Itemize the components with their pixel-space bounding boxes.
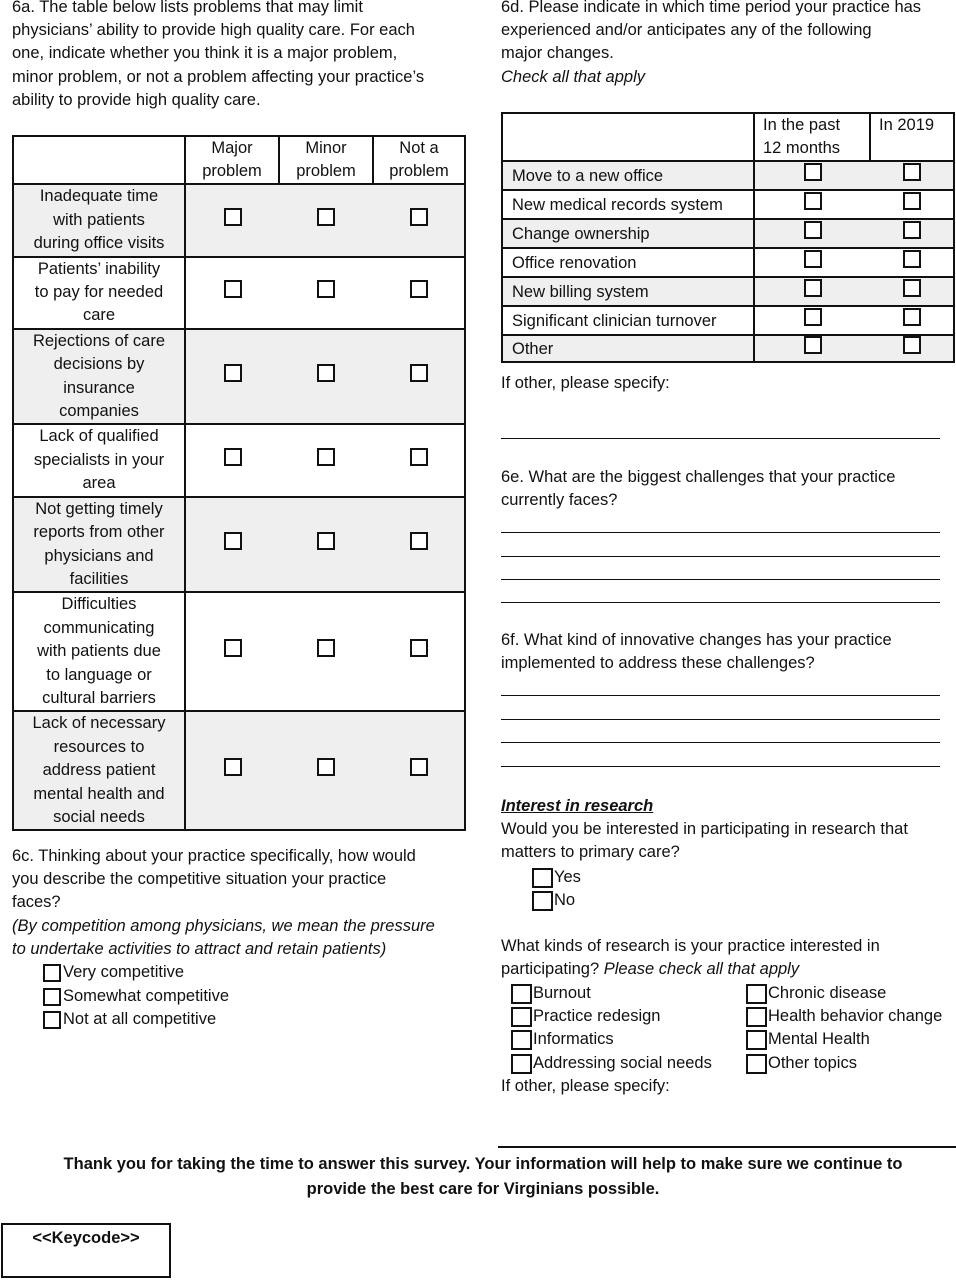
practice-redesign-checkbox[interactable]: [511, 1007, 532, 1027]
yes-checkbox[interactable]: [532, 868, 553, 888]
row-label: Office renovation: [502, 248, 754, 277]
in-2019-checkbox[interactable]: [903, 221, 921, 239]
answer-line[interactable]: [501, 766, 940, 767]
question-6d-prompt: [501, 0, 956, 89]
answer-line[interactable]: [501, 556, 940, 557]
burnout-checkbox[interactable]: [511, 984, 532, 1004]
past-12-months-checkbox[interactable]: [804, 163, 822, 181]
topic-burnout[interactable]: Burnout: [511, 982, 591, 1005]
in-2019-checkbox[interactable]: [903, 192, 921, 210]
row-label: Move to a new office: [502, 161, 754, 190]
other-specify-input-line[interactable]: [501, 438, 940, 439]
table-row: [13, 497, 465, 593]
table-row: [502, 277, 954, 306]
past-12-months-checkbox[interactable]: [804, 192, 822, 210]
topic-practice-redesign[interactable]: Practice redesign: [511, 1005, 660, 1028]
table-row: [502, 161, 954, 190]
informatics-checkbox[interactable]: [511, 1030, 532, 1050]
past-12-months-checkbox[interactable]: [804, 336, 822, 354]
in-2019-checkbox[interactable]: [903, 336, 921, 354]
minor-problem-checkbox[interactable]: [317, 364, 335, 382]
table-row: [502, 306, 954, 335]
in-2019-checkbox[interactable]: [903, 308, 921, 326]
not-a-problem-checkbox[interactable]: [410, 639, 428, 657]
table-row: [13, 257, 465, 329]
prompt-line: experienced and/or anticipates any of the following: [501, 21, 872, 40]
minor-problem-checkbox[interactable]: [317, 280, 335, 298]
major-problem-checkbox[interactable]: [224, 280, 242, 298]
option-label: Very competitive: [63, 963, 185, 981]
not-a-problem-checkbox[interactable]: [410, 532, 428, 550]
in-2019-checkbox[interactable]: [903, 163, 921, 181]
row-label: Inadequate time with patients during office visits: [13, 184, 185, 256]
topic-mental-health[interactable]: Mental Health: [746, 1028, 870, 1051]
row-label: Rejections of care decisions by insurance companies: [13, 329, 185, 425]
chronic-disease-checkbox[interactable]: [746, 984, 767, 1004]
question-6a-prompt: [12, 0, 472, 112]
research-question: Would you be interested in participating in research that matters to primary care?: [501, 820, 908, 862]
table-row: [13, 711, 465, 830]
mental-health-checkbox[interactable]: [746, 1030, 767, 1050]
column-header-not: Not a problem: [373, 136, 465, 184]
other-topics-checkbox[interactable]: [746, 1054, 767, 1074]
research-heading: Interest in research: [501, 797, 654, 815]
topic-informatics[interactable]: Informatics: [511, 1028, 614, 1051]
past-12-months-checkbox[interactable]: [804, 279, 822, 297]
option-very-competitive[interactable]: [43, 961, 184, 984]
health-behavior-change-checkbox[interactable]: [746, 1007, 767, 1027]
not-a-problem-checkbox[interactable]: [410, 364, 428, 382]
prompt-line: currently faces?: [501, 491, 618, 510]
prompt-line: one, indicate whether you think it is a major problem,: [12, 44, 398, 63]
column-header-2019: In 2019: [870, 113, 954, 161]
prompt-line: 6f. What kind of innovative changes has your practice: [501, 631, 892, 649]
answer-line[interactable]: [501, 695, 940, 696]
major-problem-checkbox[interactable]: [224, 758, 242, 776]
table-row: [13, 184, 465, 256]
prompt-line: 6c. Thinking about your practice specifically, how would: [12, 847, 416, 865]
prompt-line: 6a. The table below lists problems that may limit: [12, 0, 363, 16]
row-label: Significant clinician turnover: [502, 306, 754, 335]
minor-problem-checkbox[interactable]: [317, 208, 335, 226]
table-corner: [13, 136, 185, 184]
row-label: Lack of necessary resources to address patient mental health and social needs: [13, 711, 185, 830]
table-row: [502, 335, 954, 362]
changes-table: [501, 112, 955, 363]
row-label: Difficulties communicating with patients due to language or cultural barriers: [13, 592, 185, 711]
keycode-box: <<Keycode>>: [1, 1223, 171, 1278]
research-kinds-question: What kinds of research is your practice interested in participating? Please check all that apply: [501, 937, 880, 979]
question-6e-prompt: [501, 466, 956, 512]
question-6f-prompt: [501, 629, 956, 675]
minor-problem-checkbox[interactable]: [317, 758, 335, 776]
addressing-social-needs-checkbox[interactable]: [511, 1054, 532, 1074]
question-6c-prompt: [12, 845, 482, 961]
row-label: Patients’ inability to pay for needed care: [13, 257, 185, 329]
major-problem-checkbox[interactable]: [224, 364, 242, 382]
row-label: Other: [502, 335, 754, 362]
option-label: Not at all competitive: [63, 1010, 217, 1028]
table-row: [13, 424, 465, 496]
answer-line[interactable]: [501, 602, 940, 603]
research-other-specify-label: If other, please specify:: [501, 1077, 670, 1095]
row-label: New billing system: [502, 277, 754, 306]
prompt-line: 6d. Please indicate in which time period your practice has: [501, 0, 922, 16]
table-row: [13, 329, 465, 425]
competition-note: (By competition among physicians, we mean the pressure: [12, 916, 435, 935]
table-corner: [502, 113, 754, 161]
major-problem-checkbox[interactable]: [224, 448, 242, 466]
column-header-past-12-months: In the past 12 months: [754, 113, 870, 161]
not-a-problem-checkbox[interactable]: [410, 208, 428, 226]
past-12-months-checkbox[interactable]: [804, 250, 822, 268]
not-a-problem-checkbox[interactable]: [410, 280, 428, 298]
very-competitive-checkbox[interactable]: [43, 964, 61, 982]
column-header-major: Major problem: [185, 136, 279, 184]
option-label: No: [554, 891, 576, 909]
topic-addressing-social-needs[interactable]: Addressing social needs: [511, 1052, 712, 1075]
in-2019-checkbox[interactable]: [903, 279, 921, 297]
topic-health-behavior-change[interactable]: Health behavior change: [746, 1005, 942, 1028]
major-problem-checkbox[interactable]: [224, 208, 242, 226]
prompt-line: 6e. What are the biggest challenges that your practice: [501, 468, 896, 486]
column-header-minor: Minor problem: [279, 136, 373, 184]
in-2019-checkbox[interactable]: [903, 250, 921, 268]
not-at-all-competitive-checkbox[interactable]: [43, 1011, 61, 1029]
not-a-problem-checkbox[interactable]: [410, 758, 428, 776]
not-a-problem-checkbox[interactable]: [410, 448, 428, 466]
problems-table: [12, 135, 466, 831]
table-row: [502, 190, 954, 219]
somewhat-competitive-checkbox[interactable]: [43, 988, 61, 1006]
option-label: Yes: [554, 868, 581, 886]
major-problem-checkbox[interactable]: [224, 639, 242, 657]
table-row: [13, 592, 465, 711]
other-specify-label: If other, please specify:: [501, 374, 670, 392]
minor-problem-checkbox[interactable]: [317, 532, 335, 550]
instruction: Check all that apply: [501, 67, 645, 86]
row-label: Change ownership: [502, 219, 754, 248]
row-label: Not getting timely reports from other physicians and facilities: [13, 497, 185, 593]
row-label: Lack of qualified specialists in your area: [13, 424, 185, 496]
prompt-line: major changes.: [501, 44, 614, 63]
minor-problem-checkbox[interactable]: [317, 448, 335, 466]
table-row: [502, 219, 954, 248]
past-12-months-checkbox[interactable]: [804, 221, 822, 239]
answer-line[interactable]: [501, 719, 940, 720]
option-somewhat-competitive[interactable]: [43, 985, 229, 1008]
prompt-line: faces?: [12, 893, 61, 912]
answer-line[interactable]: [501, 579, 940, 580]
no-checkbox[interactable]: [532, 891, 553, 911]
major-problem-checkbox[interactable]: [224, 532, 242, 550]
answer-line[interactable]: [501, 742, 940, 743]
minor-problem-checkbox[interactable]: [317, 639, 335, 657]
row-label: New medical records system: [502, 190, 754, 219]
topic-chronic-disease[interactable]: Chronic disease: [746, 982, 886, 1005]
topic-other-topics[interactable]: Other topics: [746, 1052, 857, 1075]
research-other-input-line[interactable]: [498, 1146, 956, 1148]
prompt-line: physicians’ ability to provide high quality care. For each: [12, 21, 415, 40]
answer-line[interactable]: [501, 532, 940, 533]
option-label: Somewhat competitive: [63, 987, 229, 1005]
past-12-months-checkbox[interactable]: [804, 308, 822, 326]
option-not-at-all-competitive[interactable]: [43, 1008, 216, 1031]
prompt-line: ability to provide high quality care.: [12, 90, 261, 109]
table-row: [502, 248, 954, 277]
prompt-line: minor problem, or not a problem affecting your practice’s: [12, 67, 425, 86]
competition-note: to undertake activities to attract and retain patients): [12, 939, 387, 958]
option-yes[interactable]: [532, 866, 581, 889]
prompt-line: implemented to address these challenges?: [501, 654, 815, 673]
thank-you-message: Thank you for taking the time to answer this survey. Your information will help to make sure we continue to provide the best care for Virginians possible.: [63, 1155, 903, 1198]
option-no[interactable]: [532, 889, 575, 912]
prompt-line: you describe the competitive situation your practice: [12, 870, 387, 889]
